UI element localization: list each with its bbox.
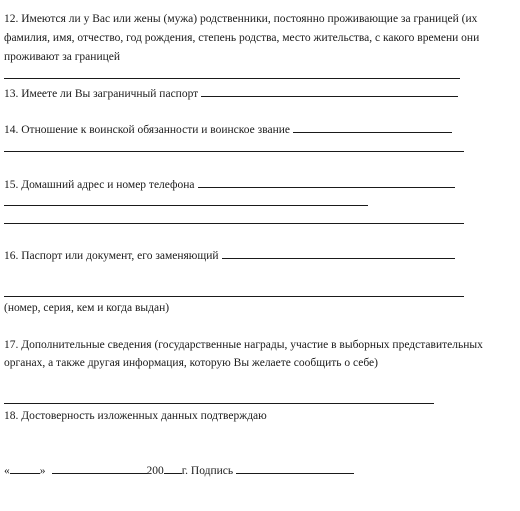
q16-question [4,248,455,263]
q12-answer-line[interactable] [4,78,460,79]
year-field[interactable] [164,463,182,474]
signature-field[interactable] [236,463,354,474]
q16-label: 16. Паспорт или документ, его заменяющий [4,250,219,262]
questionnaire-form [4,0,514,511]
q13-question [4,86,458,101]
q17-text-line2: органах, а также другая информация, которую Вы желаете сообщить о себе) [4,357,378,369]
q15-answer-line-3[interactable] [4,223,464,224]
q14-answer-line-2[interactable] [4,151,464,152]
q15-answer-line[interactable] [198,177,455,188]
q14-answer-line[interactable] [293,122,452,133]
q15-label: 15. Домашний адрес и номер телефона [4,179,195,191]
day-field[interactable] [10,463,40,474]
q14-label: 14. Отношение к воинской обязанности и воинское звание [4,124,291,136]
q13-label: 13. Имеете ли Вы заграничный паспорт [4,88,199,100]
q15-answer-line-2[interactable] [4,205,368,206]
signature-label: г. Подпись [181,465,234,477]
signature-row [4,463,354,478]
q17-text-line1: 17. Дополнительные сведения (государственные награды, участие в выборных представительных [4,339,483,351]
q16-answer-line[interactable] [222,248,455,259]
year-prefix: 200 [146,465,164,477]
q12-text-line3: проживают за границей [4,51,121,63]
q16-hint: (номер, серия, кем и когда выдан) [4,302,170,314]
q14-question [4,122,452,137]
month-field[interactable] [52,463,147,474]
close-quote: » [39,465,46,477]
q16-answer-line-2[interactable] [4,296,464,297]
q12-text-line2: фамилия, имя, отчество, год рождения, степень родства, место жительства, с какого времени они [4,32,480,44]
q13-answer-line[interactable] [201,86,458,97]
q18-statement: 18. Достоверность изложенных данных подтверждаю [4,410,267,422]
q17-answer-line[interactable] [4,403,434,404]
q12-text-line1: 12. Имеются ли у Вас или жены (мужа) родственники, постоянно проживающие за границей (их [4,13,478,25]
q15-question [4,177,455,192]
open-quote: « [4,465,10,477]
